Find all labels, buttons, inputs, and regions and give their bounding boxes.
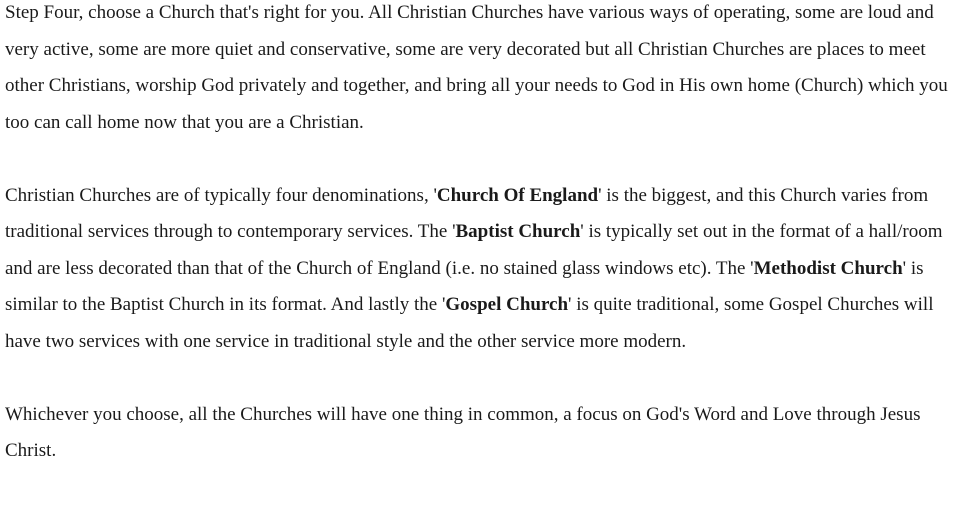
text-segment: Christian Churches are of typically four denominations, '	[5, 184, 437, 206]
paragraph-closing: Whichever you choose, all the Churches will have one thing in common, a focus on God's Word and Love through Jesus Christ.	[5, 403, 921, 461]
denomination-church-of-england: Church Of England	[436, 184, 599, 206]
text-segment: ' is quite traditional, some Gospel Churches will have two services with one service in traditional style and the other service more modern.	[5, 294, 934, 352]
article-body	[5, 0, 950, 506]
denomination-gospel-church: Gospel Church	[445, 294, 569, 315]
text-segment: ' is the biggest, and this Church varies from traditional services through to contemporary services. The '	[5, 184, 929, 242]
text-segment: ' is similar to the Baptist Church in its format. And lastly the '	[5, 257, 924, 315]
denomination-baptist-church: Baptist Church	[455, 221, 581, 242]
denomination-methodist-church: Methodist Church	[753, 257, 903, 279]
paragraph-denominations	[5, 178, 950, 361]
text-segment: ' is typically set out in the format of a hall/room and are less decorated than that of the Church of England (i.e. no stained glass windows etc). The '	[5, 221, 943, 279]
paragraph-step-four: Step Four, choose a Church that's right for you. All Christian Churches have various ways of operating, some are loud and very active, some are more quiet and conservative, some are very decorated but all Christian Churches are places to meet other Christians, worship God privately and together, and bring all your needs to God in His own home (Church) which you too can call home now that you are a Christian.	[5, 2, 948, 133]
